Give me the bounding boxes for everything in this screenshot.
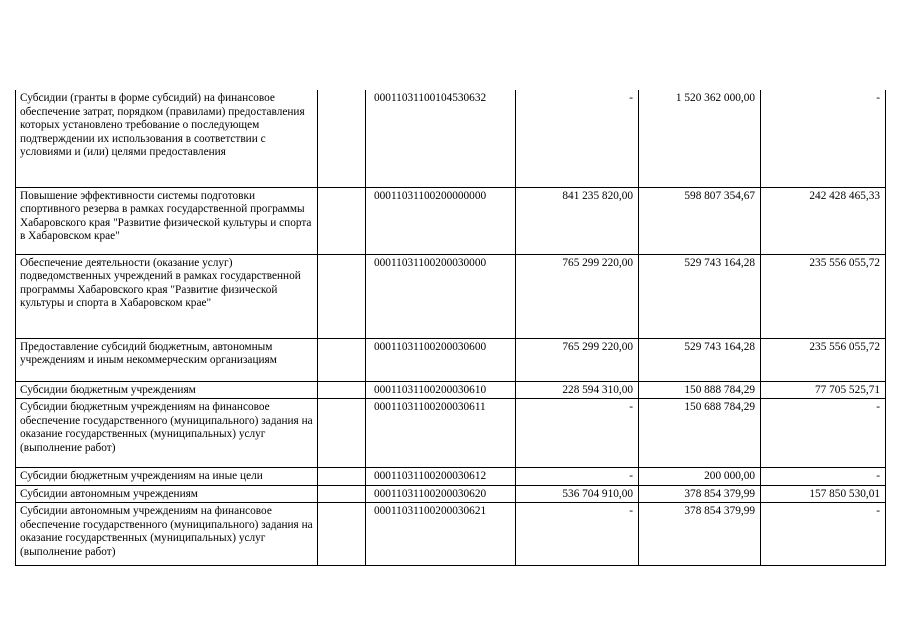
gap-cell [318,187,366,254]
table-row [16,338,886,381]
unexecuted-cell: 77 705 525,71 [761,381,886,399]
gap-cell [318,468,366,486]
code-cell: 00011031100104530632 [366,90,516,187]
table-row [16,187,886,254]
code-cell: 00011031100200030620 [366,485,516,503]
executed-cell: 1 520 362 000,00 [639,90,761,187]
code-cell: 00011031100200030612 [366,468,516,486]
name-cell: Субсидии бюджетным учреждениям на финансовое обеспечение государственного (муниципального) задания на оказание государственных (муниципальных) услуг (выполнение работ) [16,399,318,468]
code-cell: 00011031100200030611 [366,399,516,468]
approved-cell: 841 235 820,00 [516,187,639,254]
code-cell: 00011031100200030621 [366,503,516,566]
approved-cell: 228 594 310,00 [516,381,639,399]
name-cell: Субсидии (гранты в форме субсидий) на финансовое обеспечение затрат, порядком (правилами) предоставления которых установлено требование о последующем подтверждении их использования в соответствии с условиями и (или) целями предоставления [16,90,318,187]
approved-cell: - [516,90,639,187]
executed-cell: 200 000,00 [639,468,761,486]
gap-cell [318,381,366,399]
code-cell: 00011031100200030600 [366,338,516,381]
unexecuted-cell: - [761,468,886,486]
unexecuted-cell: - [761,90,886,187]
name-cell: Повышение эффективности системы подготовки спортивного резерва в рамках государственной программы Хабаровского края "Развитие физической культуры и спорта в Хабаровском крае" [16,187,318,254]
table-row [16,399,886,468]
unexecuted-cell: 235 556 055,72 [761,338,886,381]
budget-execution-table [15,90,886,566]
name-cell: Субсидии автономным учреждениям [16,485,318,503]
unexecuted-cell: 235 556 055,72 [761,254,886,338]
code-cell: 00011031100200030610 [366,381,516,399]
approved-cell: - [516,503,639,566]
name-cell: Субсидии бюджетным учреждениям на иные цели [16,468,318,486]
gap-cell [318,338,366,381]
approved-cell: - [516,468,639,486]
table-row [16,254,886,338]
table-row [16,381,886,399]
unexecuted-cell: - [761,503,886,566]
gap-cell [318,90,366,187]
executed-cell: 378 854 379,99 [639,503,761,566]
unexecuted-cell: - [761,399,886,468]
unexecuted-cell: 242 428 465,33 [761,187,886,254]
executed-cell: 529 743 164,28 [639,338,761,381]
gap-cell [318,399,366,468]
executed-cell: 378 854 379,99 [639,485,761,503]
gap-cell [318,485,366,503]
name-cell: Предоставление субсидий бюджетным, автономным учреждениям и иным некоммерческим организациям [16,338,318,381]
table-row [16,503,886,566]
table-row [16,468,886,486]
code-cell: 00011031100200000000 [366,187,516,254]
executed-cell: 150 888 784,29 [639,381,761,399]
name-cell: Обеспечение деятельности (оказание услуг) подведомственных учреждений в рамках государственной программы Хабаровского края "Развитие физической культуры и спорта в Хабаровском крае" [16,254,318,338]
executed-cell: 150 688 784,29 [639,399,761,468]
table-row [16,90,886,187]
approved-cell: 765 299 220,00 [516,338,639,381]
approved-cell: 536 704 910,00 [516,485,639,503]
approved-cell: - [516,399,639,468]
unexecuted-cell: 157 850 530,01 [761,485,886,503]
gap-cell [318,254,366,338]
table-row [16,485,886,503]
executed-cell: 598 807 354,67 [639,187,761,254]
code-cell: 00011031100200030000 [366,254,516,338]
name-cell: Субсидии бюджетным учреждениям [16,381,318,399]
approved-cell: 765 299 220,00 [516,254,639,338]
gap-cell [318,503,366,566]
name-cell: Субсидии автономным учреждениям на финансовое обеспечение государственного (муниципального) задания на оказание государственных (муниципальных) услуг (выполнение работ) [16,503,318,566]
executed-cell: 529 743 164,28 [639,254,761,338]
